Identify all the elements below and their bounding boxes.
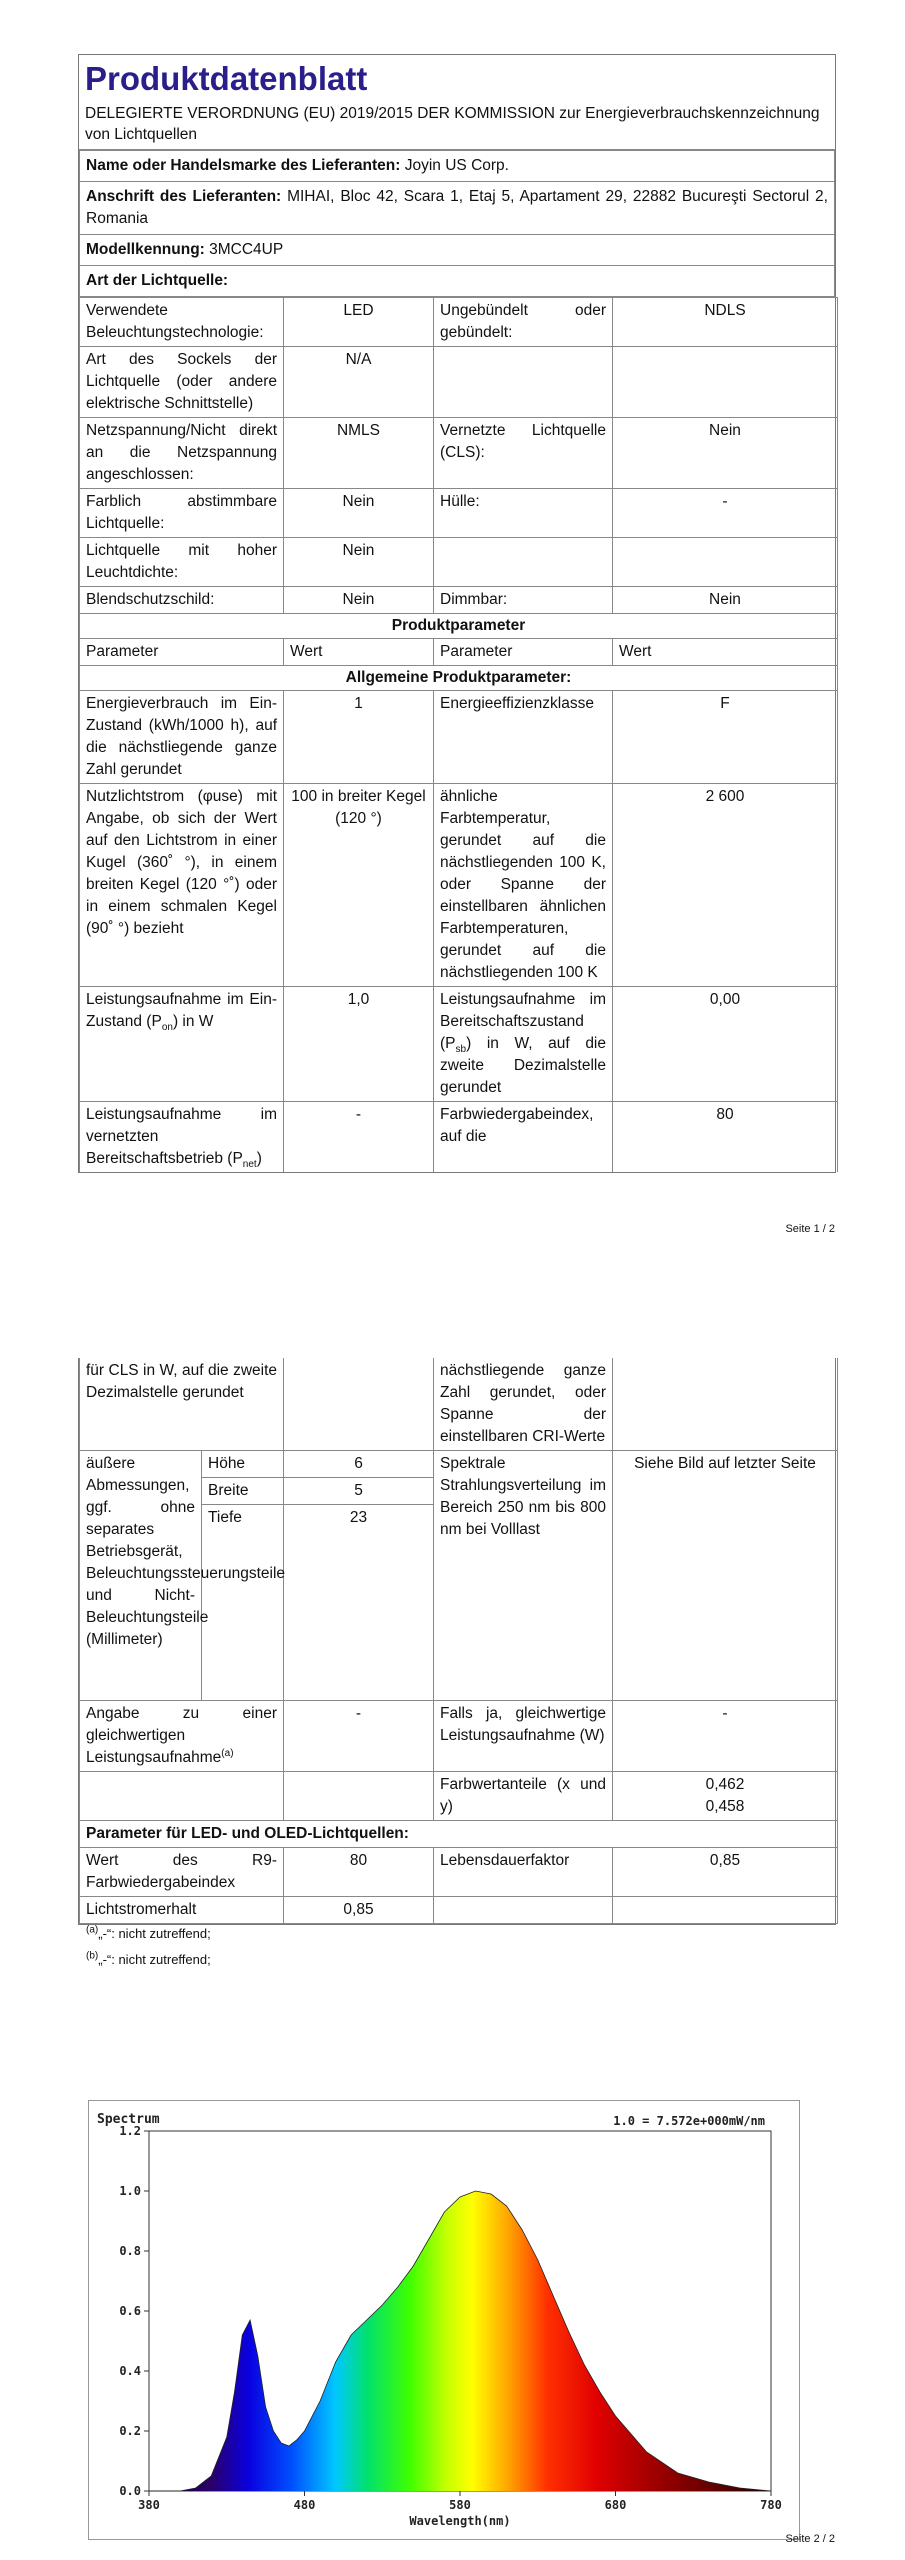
high-luminance-value: Nein [284, 538, 434, 587]
depth-value: 23 [284, 1505, 434, 1701]
tech-value: LED [284, 298, 434, 347]
page-number-1: Seite 1 / 2 [785, 1223, 835, 1235]
spectral-value: Siehe Bild auf letzter Seite [613, 1451, 838, 1701]
info-table [79, 150, 835, 297]
cct-value: 2 600 [613, 784, 838, 987]
high-luminance-label: Lichtquelle mit hoher Leuchtdichte: [80, 538, 284, 587]
height-label: Höhe [202, 1451, 284, 1478]
cri-label-continued: nächstliegende ganze Zahl gerundet, oder Spanne der einstellbaren CRI-Werte [434, 1358, 613, 1451]
equiv-power-label: Angabe zu einer gleichwertigen Leistungsaufnahme$^{(a)}$ [80, 1701, 284, 1772]
y-tick-label: 0.4 [119, 2364, 141, 2378]
product-params-heading: Produktparameter [80, 614, 838, 639]
cri-value: 80 [613, 1102, 838, 1173]
continued-table [79, 1358, 838, 1924]
energy-class-value: F [613, 691, 838, 784]
supplier-address: MIHAI, Bloc 42, Scara 1, Etaj 5, Apartament 29, 22882 Bucureşti Sectorul 2, Romania [86, 188, 828, 227]
equiv-power-value: - [284, 1701, 434, 1772]
r9-value: 80 [284, 1848, 434, 1897]
chromaticity-x: 0,462 [705, 1776, 745, 1793]
supplier-name: Joyin US Corp. [404, 157, 509, 174]
dimmable-value: Nein [613, 587, 838, 614]
footnote-b: $^{(b)}$„-“: nicht zutreffend; [86, 1950, 211, 1967]
supplier-address-label: Anschrift des Lieferanten: [86, 188, 282, 205]
datasheet-page-1 [78, 54, 836, 1173]
envelope-label: Hülle: [434, 489, 613, 538]
pnet-value: - [284, 1102, 434, 1173]
socket-label: Art des Sockels der Lichtquelle (oder andere elektrische Schnittstelle) [80, 347, 284, 418]
survival-value: 0,85 [613, 1848, 838, 1897]
envelope-value: - [613, 489, 838, 538]
dimmable-label: Dimmbar: [434, 587, 613, 614]
y-tick-label: 0.6 [119, 2304, 141, 2318]
spectrum-chart [88, 2100, 800, 2540]
supplier-name-label: Name oder Handelsmarke des Lieferanten: [86, 157, 401, 174]
page-number-2: Seite 2 / 2 [785, 2533, 835, 2545]
model-id: 3MCC4UP [209, 241, 284, 258]
regulation-text: DELEGIERTE VERORDNUNG (EU) 2019/2015 DER KOMMISSION zur Energieverbrauchskennzeichnung von Lichtquellen [79, 101, 835, 150]
flux-label: Nutzlichtstrom (φuse) mit Angabe, ob sich der Wert auf den Lichtstrom in einer Kugel (360˚ °), in einem breiten Kegel (120 °˚) oder in einem schmalen Kegel (90˚ °) bezieht [80, 784, 284, 987]
flux-value: 100 in breiter Kegel (120 °) [284, 784, 434, 987]
col-header-param: Parameter [80, 639, 284, 666]
led-params-heading: Parameter für LED- und OLED-Lichtquellen: [80, 1821, 838, 1848]
chart-annotation: 1.0 = 7.572e+000mW/nm [613, 2114, 765, 2128]
light-type-heading: Art der Lichtquelle: [80, 266, 835, 297]
pon-label: Leistungsaufnahme im Ein-Zustand $(P_{on})$ in W [80, 987, 284, 1102]
x-tick-label: 780 [760, 2498, 782, 2512]
page-1 [0, 0, 905, 1250]
cct-label: ähnliche Farbtemperatur, gerundet auf die nächstliegenden 100 K, oder Spanne der einstellbaren ähnlichen Farbtemperaturen, gerundet auf die nächstliegenden 100 K [434, 784, 613, 987]
model-label: Modellkennung: [86, 241, 205, 258]
energy-value: 1 [284, 691, 434, 784]
y-tick-label: 0.2 [119, 2424, 141, 2438]
height-value: 6 [284, 1451, 434, 1478]
mains-label: Netzspannung/Nicht direkt an die Netzspannung angeschlossen: [80, 418, 284, 489]
mains-value: NMLS [284, 418, 434, 489]
lumen-maint-label: Lichtstromerhalt [80, 1897, 284, 1924]
general-params-heading: Allgemeine Produktparameter: [80, 666, 838, 691]
y-tick-label: 1.2 [119, 2124, 141, 2138]
footnote-a: $^{(a)}$„-“: nicht zutreffend; [86, 1924, 211, 1941]
pnet-label-continued: für CLS in W, auf die zweite Dezimalstelle gerundet [80, 1358, 284, 1451]
cls-value: Nein [613, 418, 838, 489]
socket-value: N/A [284, 347, 434, 418]
r9-label: Wert des R9-Farbwiedergabeindex [80, 1848, 284, 1897]
page-2 [0, 1300, 905, 2560]
psb-value: 0,00 [613, 987, 838, 1102]
col-header-value-2: Wert [613, 639, 838, 666]
width-label: Breite [202, 1478, 284, 1505]
x-axis-label: Wavelength(nm) [409, 2514, 511, 2528]
chromaticity-label: Farbwertanteile (x und y) [434, 1772, 613, 1821]
depth-label: Tiefe [202, 1505, 284, 1701]
col-header-param-2: Parameter [434, 639, 613, 666]
doc-title: Produktdatenblatt [85, 60, 368, 97]
lumen-maint-value: 0,85 [284, 1897, 434, 1924]
cri-label: Farbwiedergabeindex, auf die [434, 1102, 613, 1173]
cls-label: Vernetzte Lichtquelle (CLS): [434, 418, 613, 489]
width-value: 5 [284, 1478, 434, 1505]
pon-value: 1,0 [284, 987, 434, 1102]
tunable-value: Nein [284, 489, 434, 538]
glare-label: Blendschutzschild: [80, 587, 284, 614]
x-tick-label: 680 [604, 2498, 627, 2512]
undirected-label: Ungebündelt oder gebündelt: [434, 298, 613, 347]
y-tick-label: 1.0 [119, 2184, 141, 2198]
light-source-table [79, 297, 838, 1172]
col-header-value: Wert [284, 639, 434, 666]
energy-class-label: Energieeffizienzklasse [434, 691, 613, 784]
equiv-watt-label: Falls ja, gleichwertige Leistungsaufnahme (W) [434, 1701, 613, 1772]
tech-label: Verwendete Beleuchtungstechnologie: [80, 298, 284, 347]
chromaticity-value [613, 1772, 838, 1821]
x-tick-label: 580 [449, 2498, 471, 2512]
equiv-watt-value: - [613, 1701, 838, 1772]
tunable-label: Farblich abstimmbare Lichtquelle: [80, 489, 284, 538]
datasheet-page-2 [78, 1358, 836, 1925]
y-tick-label: 0.0 [119, 2484, 141, 2498]
psb-label: Leistungsaufnahme im Bereitschaftszustand $(P_{sb})$ in W, auf die zweite Dezimalstelle gerundet [434, 987, 613, 1102]
spectral-label: Spektrale Strahlungsverteilung im Bereich 250 nm bis 800 nm bei Volllast [434, 1451, 613, 1701]
x-tick-label: 380 [138, 2498, 160, 2512]
chart-title: Spectrum [97, 2112, 160, 2127]
y-tick-label: 0.8 [119, 2244, 141, 2258]
survival-label: Lebensdauerfaktor [434, 1848, 613, 1897]
chromaticity-y: 0,458 [705, 1798, 745, 1815]
undirected-value: NDLS [613, 298, 838, 347]
x-tick-label: 480 [293, 2498, 316, 2512]
energy-label: Energieverbrauch im Ein-Zustand (kWh/1000 h), auf die nächstliegende ganze Zahl gerundet [80, 691, 284, 784]
dimensions-label: äußere Abmessungen, ggf. ohne separates Betriebsgerät, Beleuchtungssteuerungsteile und Nicht-Beleuchtungsteile (Millimeter) [80, 1451, 202, 1701]
glare-value: Nein [284, 587, 434, 614]
pnet-label: Leistungsaufnahme im vernetzten Bereitschaftsbetrieb $(P_{net})$ [80, 1102, 284, 1173]
